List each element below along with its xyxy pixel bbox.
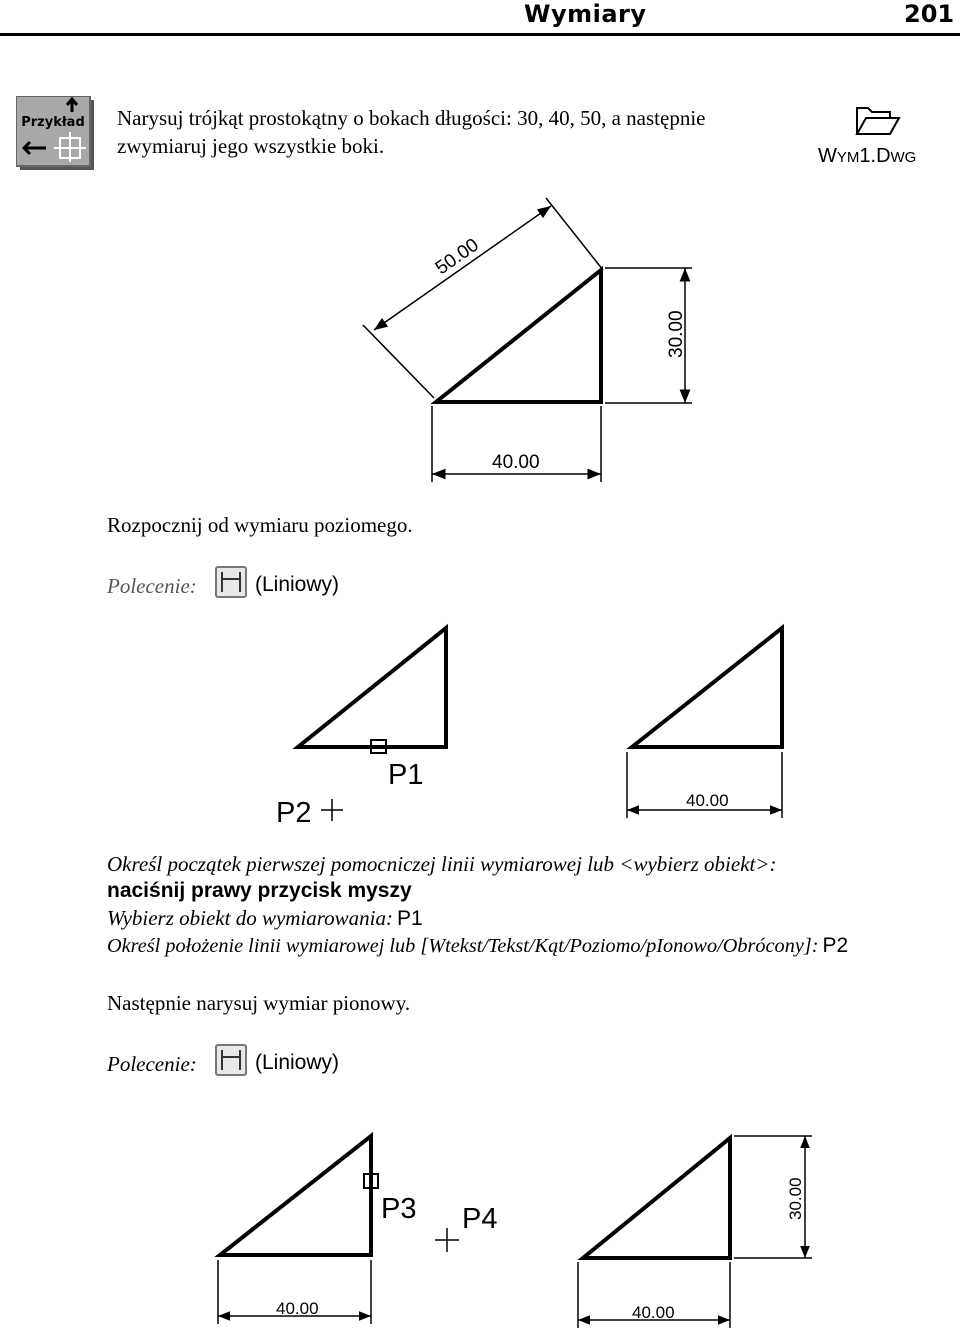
point-label-p2: P2 (276, 797, 312, 829)
dim-label-vertical: 30.00 (666, 310, 687, 358)
linear-dimension-icon[interactable] (215, 566, 247, 598)
point-label-p1: P1 (388, 759, 424, 791)
dim-label-horizontal-3a: 40.00 (276, 1299, 319, 1318)
triangle (436, 270, 601, 402)
prompt-label-2: Polecenie: (107, 1052, 197, 1076)
linear-dimension-glyph-2 (217, 1046, 245, 1074)
dim-label-vertical-3: 30.00 (786, 1177, 805, 1220)
linear-dimension-icon-2[interactable] (215, 1044, 247, 1076)
triangle-left-3 (220, 1136, 371, 1255)
dim-line-hypotenuse (374, 206, 551, 330)
command-line-1: Określ początek pierwszej pomocniczej linii wymiarowej lub <wybierz obiekt>: (107, 852, 777, 876)
intro-line-2: zwymiaruj jego wszystkie boki. (117, 134, 385, 158)
page-number: 201 (904, 0, 955, 28)
command-linear-1: (Liniowy) (255, 573, 340, 596)
command-line-4-value: P2 (822, 934, 849, 957)
step-2-text: Następnie narysuj wymiar pionowy. (107, 991, 411, 1015)
linear-dimension-glyph (217, 568, 245, 596)
example-badge-label: Przykład (21, 115, 85, 130)
dim-label-hypotenuse: 50.00 (431, 234, 483, 280)
file-name: WYM1.DWG (818, 145, 917, 167)
figure-3-vertical-dimension (0, 1110, 960, 1332)
triangle-left (298, 628, 446, 747)
command-line-3-prompt: Wybierz obiekt do wymiarowania: (107, 906, 394, 930)
command-line-3-value: P1 (397, 907, 423, 930)
command-line-3 (107, 906, 423, 931)
dim-label-horizontal: 40.00 (492, 452, 540, 473)
prompt-label-1: Polecenie: (107, 574, 197, 598)
step-1-text: Rozpocznij od wymiaru poziomego. (107, 513, 413, 537)
point-label-p3: P3 (381, 1193, 417, 1225)
command-linear-2: (Liniowy) (255, 1051, 340, 1074)
triangle-right-3 (583, 1138, 730, 1258)
command-line-2: naciśnij prawy przycisk myszy (107, 879, 412, 902)
chapter-title: Wymiary (524, 0, 647, 28)
dim-label-horizontal-3b: 40.00 (632, 1303, 675, 1322)
triangle-right (632, 628, 782, 747)
figure-1-dimensioned-triangle (0, 0, 960, 500)
command-line-4-prompt: Określ położenie linii wymiarowej lub [Wtekst/Tekst/Kąt/Poziomo/pIonowo/Obrócony]: (107, 935, 819, 957)
figure-2-picking-points (0, 600, 960, 840)
command-line-4 (107, 934, 848, 958)
dim-label-horizontal-2: 40.00 (686, 791, 729, 810)
intro-line-1: Narysuj trójkąt prostokątny o bokach długości: 30, 40, 50, a następnie (117, 106, 706, 130)
point-label-p4: P4 (462, 1203, 498, 1235)
